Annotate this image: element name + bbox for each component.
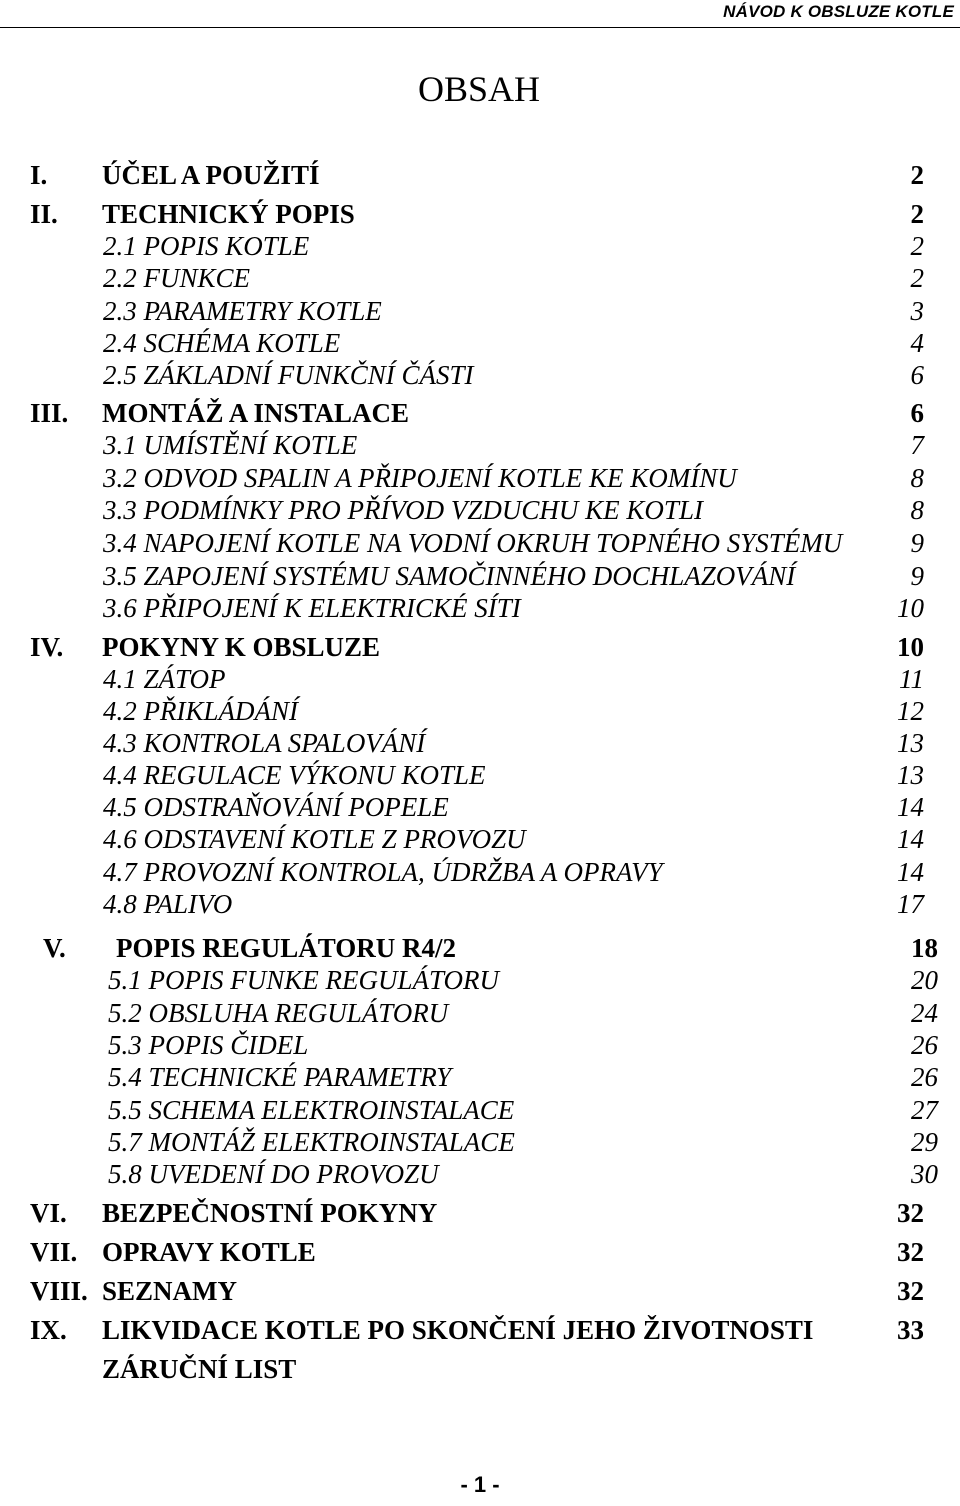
toc-entry-page: 33: [897, 1315, 924, 1345]
toc-entry-label: 5.4 TECHNICKÉ PARAMETRY: [108, 1062, 452, 1092]
toc-entry-number: V.: [43, 933, 66, 963]
toc-entry: [0, 1198, 960, 1228]
toc-entry-label: 4.8 PALIVO: [103, 889, 233, 919]
toc-entry: [0, 965, 960, 995]
toc-entry: [0, 933, 960, 963]
toc-entry-label: 3.1 UMÍSTĚNÍ KOTLE: [103, 430, 358, 460]
toc-entry-label: 4.6 ODSTAVENÍ KOTLE Z PROVOZU: [103, 824, 526, 854]
toc-entry: [0, 1315, 960, 1345]
toc-entry: [0, 632, 960, 662]
toc-entry: [0, 296, 960, 326]
toc-entry-number: VI.: [30, 1198, 67, 1228]
toc-entry-page: 6: [910, 360, 924, 390]
toc-entry-number: IV.: [30, 632, 64, 662]
toc-entry-label: 4.5 ODSTRAŇOVÁNÍ POPELE: [103, 792, 449, 822]
toc-entry: [0, 360, 960, 390]
toc-entry-label: MONTÁŽ A INSTALACE: [102, 398, 410, 428]
toc-entry-page: 14: [897, 824, 924, 854]
toc-entry-page: 10: [897, 593, 924, 623]
toc-entry: [0, 792, 960, 822]
toc-entry: [0, 231, 960, 261]
toc-entry: [0, 857, 960, 887]
toc-entry-label: 2.3 PARAMETRY KOTLE: [103, 296, 382, 326]
toc-entry-page: 8: [910, 463, 924, 493]
toc-entry-page: 8: [910, 495, 924, 525]
toc-entry-label: 5.1 POPIS FUNKE REGULÁTORU: [108, 965, 499, 995]
toc-entry-label: OPRAVY KOTLE: [102, 1237, 316, 1267]
toc-entry: [0, 1095, 960, 1125]
toc-entry-label: 4.4 REGULACE VÝKONU KOTLE: [103, 760, 486, 790]
header-rule: [0, 27, 960, 28]
toc-entry-label: 3.4 NAPOJENÍ KOTLE NA VODNÍ OKRUH TOPNÉHO SYSTÉMU: [103, 528, 843, 558]
toc-entry-label: 4.1 ZÁTOP: [103, 664, 226, 694]
toc-entry-number: III.: [30, 398, 69, 428]
toc-entry-page: 29: [911, 1127, 938, 1157]
toc-entry-number: IX.: [30, 1315, 67, 1345]
toc-entry-label: 4.7 PROVOZNÍ KONTROLA, ÚDRŽBA A OPRAVY: [103, 857, 663, 887]
toc-entry: [0, 1127, 960, 1157]
toc-entry-page: 2: [910, 160, 924, 190]
toc-entry: [0, 1276, 960, 1306]
toc-entry: [0, 398, 960, 428]
toc-entry: [0, 463, 960, 493]
toc-entry-label: BEZPEČNOSTNÍ POKYNY: [102, 1198, 438, 1228]
toc-entry-number: I.: [30, 160, 48, 190]
toc-entry: [0, 561, 960, 591]
toc-entry-page: 14: [897, 792, 924, 822]
toc-entry-page: 26: [911, 1062, 938, 1092]
toc-entry-label: 4.3 KONTROLA SPALOVÁNÍ: [103, 728, 426, 758]
toc-entry: [0, 328, 960, 358]
toc-entry-label: POKYNY K OBSLUZE: [102, 632, 381, 662]
toc-entry-label: 5.2 OBSLUHA REGULÁTORU: [108, 998, 449, 1028]
toc-entry-page: 9: [910, 561, 924, 591]
toc-entry-label: SEZNAMY: [102, 1276, 238, 1306]
toc-entry-page: 6: [910, 398, 924, 428]
toc-entry-label: 5.7 MONTÁŽ ELEKTROINSTALACE: [108, 1127, 515, 1157]
toc-entry-page: 18: [911, 933, 938, 963]
toc-entry-label: 2.1 POPIS KOTLE: [103, 231, 310, 261]
toc-entry: [0, 998, 960, 1028]
toc-entry-page: 13: [897, 760, 924, 790]
toc-entry-label: TECHNICKÝ POPIS: [102, 199, 355, 229]
toc-entry: [0, 1159, 960, 1189]
toc-entry-page: 9: [910, 528, 924, 558]
toc-entry-page: 30: [911, 1159, 938, 1189]
toc-entry: [0, 824, 960, 854]
toc-entry-page: 2: [910, 231, 924, 261]
toc-entry: [0, 696, 960, 726]
toc-entry: [0, 728, 960, 758]
toc-entry: [0, 1062, 960, 1092]
toc-entry-page: 32: [897, 1276, 924, 1306]
toc-entry-page: 2: [910, 199, 924, 229]
toc-entry-page: 32: [897, 1237, 924, 1267]
toc-entry-label: 3.6 PŘIPOJENÍ K ELEKTRICKÉ SÍTI: [103, 593, 521, 623]
toc-entry-label: 5.3 POPIS ČIDEL: [108, 1030, 309, 1060]
toc-entry-label: 2.2 FUNKCE: [103, 263, 251, 293]
toc-entry-label: POPIS REGULÁTORU R4/2: [116, 933, 457, 963]
toc-entry: [0, 889, 960, 919]
toc-entry-label: LIKVIDACE KOTLE PO SKONČENÍ JEHO ŽIVOTNOSTI: [102, 1315, 814, 1345]
toc-entry: [0, 760, 960, 790]
toc-entry: [0, 1030, 960, 1060]
toc-entry-label: 3.3 PODMÍNKY PRO PŘÍVOD VZDUCHU KE KOTLI: [103, 495, 703, 525]
page-title: OBSAH: [418, 69, 541, 109]
toc-entry: [0, 1354, 960, 1384]
toc-entry-page: 14: [897, 857, 924, 887]
toc-entry-page: 17: [897, 889, 924, 919]
toc-entry-number: VIII.: [30, 1276, 88, 1306]
toc-entry: [0, 1237, 960, 1267]
toc-entry-page: 26: [911, 1030, 938, 1060]
toc-entry-label: ZÁRUČNÍ LIST: [102, 1354, 297, 1384]
toc-entry: [0, 593, 960, 623]
toc-entry-page: 13: [897, 728, 924, 758]
toc-entry-label: 4.2 PŘIKLÁDÁNÍ: [103, 696, 298, 726]
toc-entry-label: 3.2 ODVOD SPALIN A PŘIPOJENÍ KOTLE KE KOMÍNU: [103, 463, 737, 493]
toc-entry-page: 3: [910, 296, 924, 326]
toc-entry: [0, 199, 960, 229]
toc-entry-page: 12: [897, 696, 924, 726]
toc-entry: [0, 263, 960, 293]
toc-entry: [0, 160, 960, 190]
toc-entry: [0, 495, 960, 525]
toc-entry-label: 2.4 SCHÉMA KOTLE: [103, 328, 341, 358]
toc-entry: [0, 528, 960, 558]
toc-entry-number: VII.: [30, 1237, 78, 1267]
toc-entry-label: 5.5 SCHEMA ELEKTROINSTALACE: [108, 1095, 515, 1125]
page-number: - 1 -: [460, 1472, 500, 1497]
toc-entry-page: 27: [911, 1095, 938, 1125]
toc-entry-label: 3.5 ZAPOJENÍ SYSTÉMU SAMOČINNÉHO DOCHLAZOVÁNÍ: [103, 561, 796, 591]
toc-entry-page: 2: [910, 263, 924, 293]
toc-entry: [0, 430, 960, 460]
toc-entry-page: 4: [910, 328, 924, 358]
toc-entry-page: 20: [911, 965, 938, 995]
toc-entry-number: II.: [30, 199, 58, 229]
toc-entry-page: 11: [899, 664, 924, 694]
toc-entry-label: 5.8 UVEDENÍ DO PROVOZU: [108, 1159, 439, 1189]
toc-entry-page: 7: [910, 430, 924, 460]
toc-entry-page: 32: [897, 1198, 924, 1228]
toc-entry: [0, 664, 960, 694]
toc-entry-label: 2.5 ZÁKLADNÍ FUNKČNÍ ČÁSTI: [103, 360, 474, 390]
toc-entry-page: 10: [897, 632, 924, 662]
toc-entry-label: ÚČEL A POUŽITÍ: [102, 160, 320, 190]
running-header: NÁVOD K OBSLUZE KOTLE: [723, 2, 954, 21]
toc-entry-page: 24: [911, 998, 938, 1028]
